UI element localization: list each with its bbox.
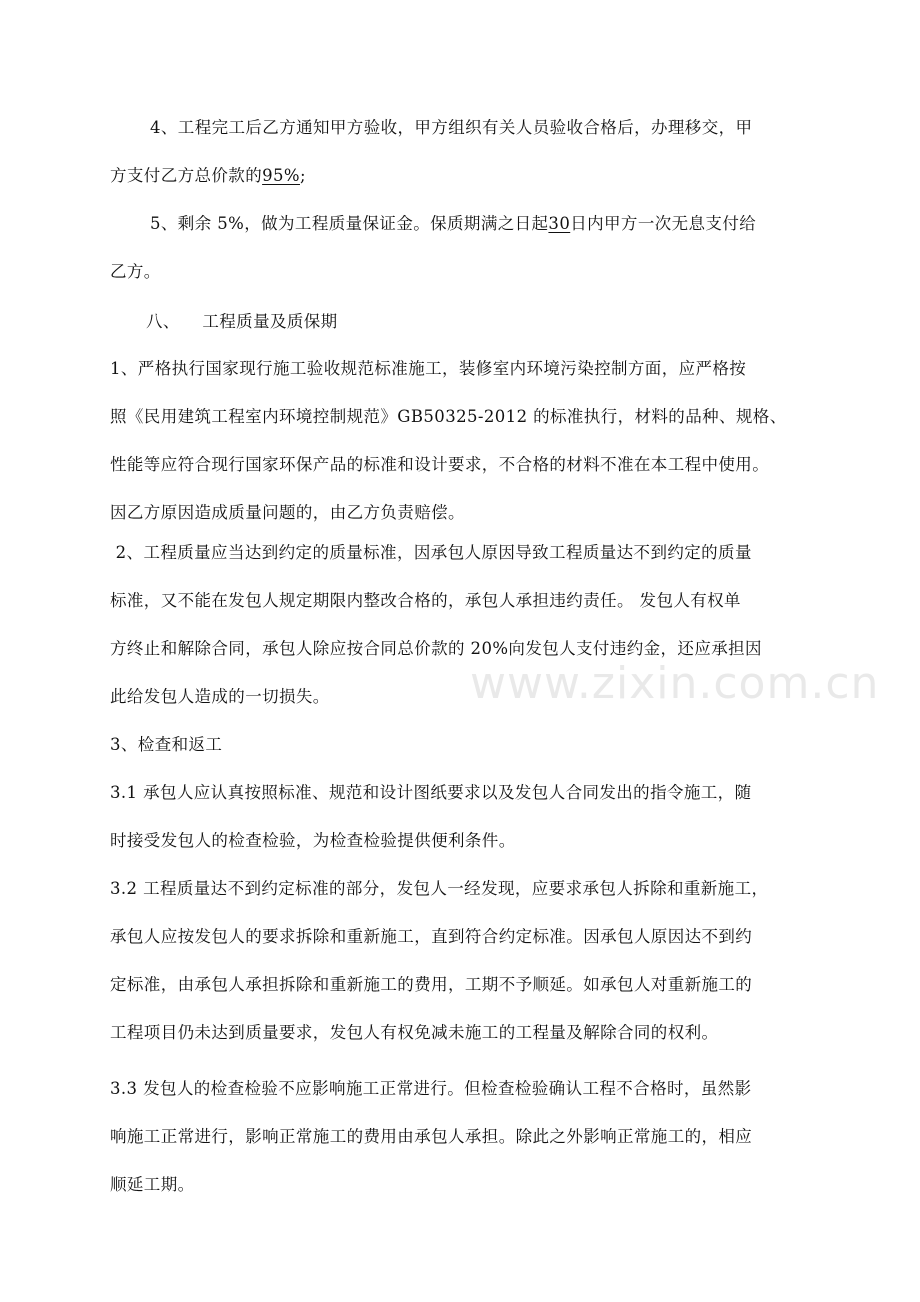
clause-3-2-line-2: 承包人应按发包人的要求拆除和重新施工，直到符合约定标准。因承包人原因达不到约 [110,927,753,946]
watermark: www.zixin.com.cn [470,658,880,709]
clause-3-2-line-4: 工程项目仍未达到质量要求，发包人有权免减未施工的工程量及解除合同的权利。 [110,1023,719,1042]
quality-clause-1-line-1: 1、严格执行国家现行施工验收规范标准施工，装修室内环境污染控制方面，应严格按 [110,359,747,378]
clause-3-2-line-3: 定标准，由承包人承担拆除和重新施工的费用，工期不予顺延。如承包人对重新施工的 [110,975,753,994]
clause-3-3-line-1: 3.3 发包人的检查检验不应影响施工正常进行。但检查检验确认工程不合格时，虽然影 [110,1079,752,1098]
underlined-days: 30 [548,214,571,233]
payment-clause-4-line-2 [110,166,306,186]
quality-clause-1-line-4: 因乙方原因造成质量问题的，由乙方负责赔偿。 [110,503,465,522]
section-heading: 八、 工程质量及质保期 [146,312,338,331]
payment-clause-5-line-2: 乙方。 [110,262,161,281]
clause-3-1-line-2: 时接受发包人的检查检验，为检查检验提供便利条件。 [110,831,516,850]
payment-clause-5-line-1 [150,214,756,234]
text-span: 5、剩余 5%，做为工程质量保证金。保质期满之日起 [150,214,549,233]
quality-clause-1-line-3: 性能等应符合现行国家环保产品的标准和设计要求，不合格的材料不准在本工程中使用。 [110,455,770,474]
payment-clause-4-line-1: 4、工程完工后乙方通知甲方验收，甲方组织有关人员验收合格后，办理移交，甲 [150,118,753,137]
quality-clause-2-line-4: 此给发包人造成的一切损失。 [110,687,330,706]
quality-clause-2-line-1: 2、工程质量应当达到约定的质量标准，因承包人原因导致工程质量达不到约定的质量 [110,543,752,562]
quality-clause-2-line-3: 方终止和解除合同，承包人除应按合同总价款的 20%向发包人支付违约金，还应承担因 [110,639,762,658]
clause-3-3-line-3: 顺延工期。 [110,1175,195,1194]
text-span: 日内甲方一次无息支付给 [570,214,757,233]
quality-clause-1-line-2: 照《民用建筑工程室内环境控制规范》GB50325-2012 的标准执行，材料的品种、规格、 [110,407,787,426]
underlined-percent: 95% [262,166,300,185]
text-span: ; [299,166,306,185]
quality-clause-2-line-2: 标准，又不能在发包人规定期限内整改合格的，承包人承担违约责任。 发包人有权单 [110,591,741,610]
inspection-section-title: 3、检查和返工 [110,735,223,754]
text-span: 方支付乙方总价款的 [110,166,263,185]
clause-3-1-line-1: 3.1 承包人应认真按照标准、规范和设计图纸要求以及发包人合同发出的指令施工，随 [110,783,752,802]
clause-3-3-line-2: 响施工正常进行，影响正常施工的费用由承包人承担。除此之外影响正常施工的，相应 [110,1127,753,1146]
clause-3-2-line-1: 3.2 工程质量达不到约定标准的部分，发包人一经发现，应要求承包人拆除和重新施工， [110,879,769,898]
